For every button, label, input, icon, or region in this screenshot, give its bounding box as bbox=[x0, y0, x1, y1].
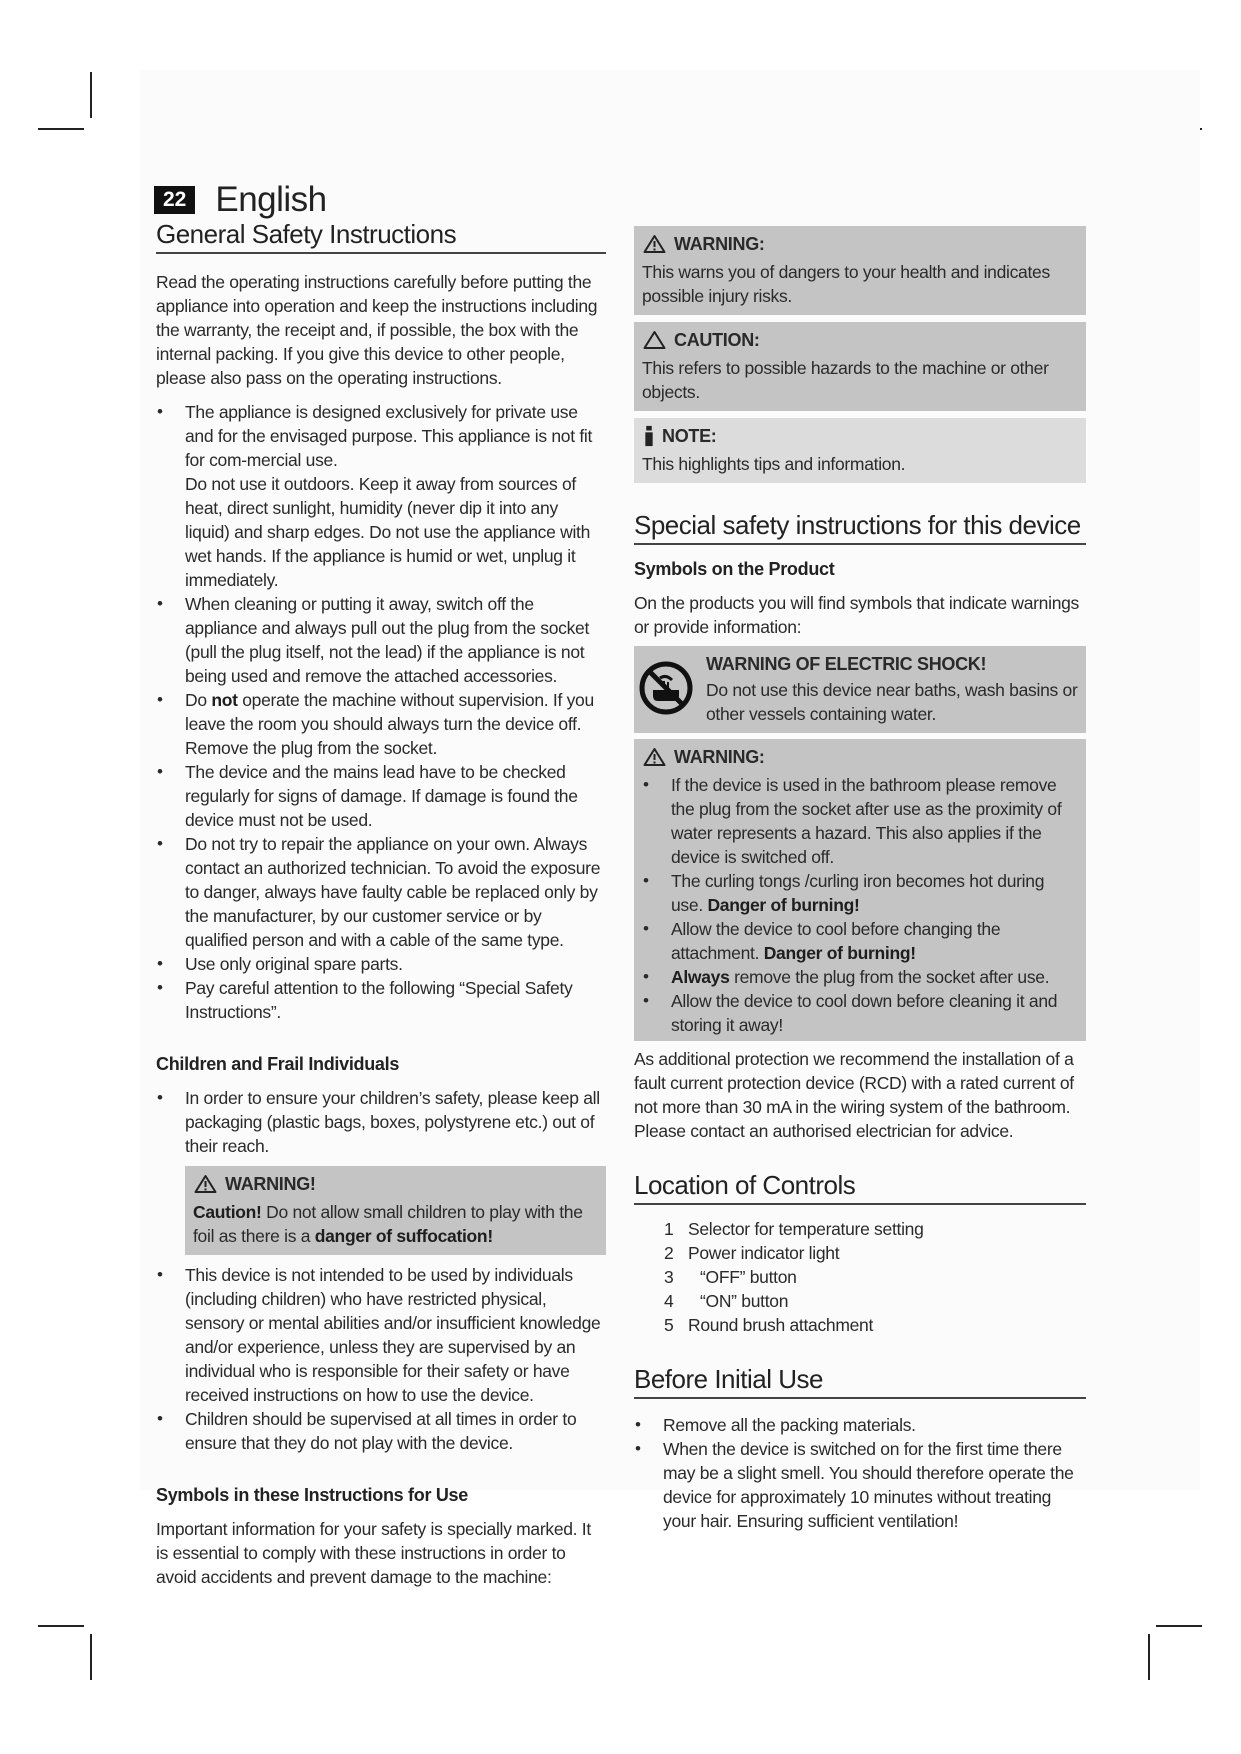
list-item bbox=[156, 400, 606, 592]
page-header bbox=[154, 180, 327, 220]
control-item: 4 “ON” button bbox=[664, 1291, 789, 1311]
warning-title-text: WARNING: bbox=[674, 747, 765, 767]
crop-mark bbox=[90, 72, 92, 118]
list-item: • Do not operate the machine without supervision. If you leave the room you should always turn the device off. Remove the plug from the socket. bbox=[156, 688, 606, 760]
list-item: • If the device is used in the bathroom please remove the plug from the socket after use as the proximity of water represents a hazard. This also applies if the device is switched off. bbox=[642, 773, 1078, 869]
electric-shock-text: Do not use this device near baths, wash basins or other vessels containing water. bbox=[706, 680, 1078, 724]
children-list bbox=[156, 1086, 606, 1158]
left-column bbox=[156, 219, 606, 1589]
note-definition-text: This highlights tips and information. bbox=[642, 454, 906, 474]
heading-symbols-instructions: Symbols in these Instructions for Use bbox=[156, 1485, 468, 1505]
control-item: 3 “OFF” button bbox=[664, 1267, 797, 1287]
bullet-text: Do not use it outdoors. Keep it away from sources of heat, direct sunlight, humidity (never dip it into any liquid) and sharp edges. Do not use the appliance with wet hands. If the appliance is humid or wet, unplug it immediately. bbox=[185, 474, 591, 590]
symbols-paragraph: Important information for your safety is specially marked. It is essential to comply with these instructions in order to avoid accidents and prevent damage to the machine: bbox=[156, 1519, 591, 1587]
list-item: • When cleaning or putting it away, switch off the appliance and always pull out the plug from the socket (pull the plug itself, not the lead) if the appliance is not being used and remove the attached accessories. bbox=[156, 592, 606, 688]
rcd-paragraph: As additional protection we recommend the installation of a fault current protection device (RCD) with a rated current of not more than 30 mA in the wiring system of the bathroom. Please contact an authorised electrician for advice. bbox=[634, 1049, 1074, 1141]
list-item: • The device and the mains lead have to be checked regularly for signs of damage. If damage is found the device must not be used. bbox=[156, 760, 606, 832]
electric-shock-title: WARNING OF ELECTRIC SHOCK! bbox=[706, 654, 987, 674]
crop-mark bbox=[1148, 1634, 1150, 1680]
crop-mark bbox=[38, 1625, 84, 1627]
list-item: • Remove all the packing materials. bbox=[634, 1413, 1086, 1437]
list-item: • In order to ensure your children’s safety, please keep all packaging (plastic bags, boxes, polystyrene etc.) out of their reach. bbox=[156, 1086, 606, 1158]
list-item: • Allow the device to cool down before cleaning it and storing it away! bbox=[642, 989, 1078, 1037]
section-title-special-safety: Special safety instructions for this device bbox=[634, 513, 1086, 545]
control-item: 1 Selector for temperature setting bbox=[664, 1219, 924, 1239]
section-title-before-use: Before Initial Use bbox=[634, 1367, 1086, 1399]
warning-bathroom-list bbox=[642, 773, 1078, 1037]
electric-shock-box bbox=[634, 646, 1086, 733]
note-definition-box bbox=[634, 418, 1086, 483]
right-column bbox=[634, 226, 1086, 1533]
children-list-2 bbox=[156, 1263, 606, 1455]
warning-triangle-icon bbox=[642, 747, 667, 767]
before-use-list bbox=[634, 1413, 1086, 1533]
warning-title-text: WARNING: bbox=[674, 234, 765, 254]
caution-definition-box bbox=[634, 322, 1086, 411]
crop-mark bbox=[90, 1634, 92, 1680]
crop-mark bbox=[38, 128, 84, 130]
bullet-text: The appliance is designed exclusively for private use and for the envisaged purpose. This appliance is not fit for com-mercial use. bbox=[185, 402, 593, 470]
language-title: English bbox=[215, 180, 327, 219]
list-item: • The curling tongs /curling iron becomes hot during use. Danger of burning! bbox=[642, 869, 1078, 917]
list-item: • Always remove the plug from the socket after use. bbox=[642, 965, 1078, 989]
caution-definition-text: This refers to possible hazards to the machine or other objects. bbox=[642, 358, 1049, 402]
note-definition-title bbox=[642, 424, 1078, 448]
list-item: • Pay careful attention to the following “Special Safety Instructions”. bbox=[156, 976, 606, 1024]
heading-children: Children and Frail Individuals bbox=[156, 1054, 400, 1074]
controls-list bbox=[634, 1217, 1086, 1337]
info-icon bbox=[642, 425, 656, 447]
warning-triangle-icon bbox=[642, 234, 667, 254]
warning-body: Caution! Do not allow small children to play with the foil as there is a danger of suffocation! bbox=[193, 1202, 583, 1246]
list-item: • This device is not intended to be used by individuals (including children) who have restricted physical, sensory or mental abilities and/or insufficient knowledge and/or experience, unless they are supervised by an individual who is responsible for their safety or have received instructions on how to use the device. bbox=[156, 1263, 606, 1407]
warning-bathroom-title bbox=[642, 745, 1078, 769]
list-item: • Use only original spare parts. bbox=[156, 952, 606, 976]
warning-box-title bbox=[193, 1172, 598, 1196]
note-title-text: NOTE: bbox=[662, 426, 717, 446]
page-number: 22 bbox=[154, 186, 195, 214]
crop-mark bbox=[1156, 1625, 1202, 1627]
list-item: • Do not try to repair the appliance on your own. Always contact an authorized technician. To avoid the exposure to danger, always have faulty cable be replaced only by the manufacturer, by our customer service or by qualified person and with a cable of the same type. bbox=[156, 832, 606, 952]
list-item: • Allow the device to cool before changing the attachment. Danger of burning! bbox=[642, 917, 1078, 965]
symbols-product-paragraph: On the products you will find symbols that indicate warnings or provide information: bbox=[634, 593, 1080, 637]
warning-title-text: WARNING! bbox=[225, 1174, 316, 1194]
warning-bathroom-box bbox=[634, 739, 1086, 1041]
intro-paragraph: Read the operating instructions carefully before putting the appliance into operation and keep the instructions including the warranty, the receipt and, if possible, the box with the internal packing. If you give this device to other people, please also pass on the operating instructions. bbox=[156, 272, 598, 388]
warning-definition-text: This warns you of dangers to your health and indicates possible injury risks. bbox=[642, 262, 1050, 306]
list-item: • When the device is switched on for the first time there may be a slight smell. You should therefore operate the device for approximately 10 minutes without treating your hair. Ensuring sufficient ventilation! bbox=[634, 1437, 1086, 1533]
warning-triangle-icon bbox=[193, 1174, 218, 1194]
caution-definition-title bbox=[642, 328, 1078, 352]
caution-triangle-icon bbox=[642, 330, 667, 350]
section-title-controls: Location of Controls bbox=[634, 1173, 1086, 1205]
caution-title-text: CAUTION: bbox=[674, 330, 760, 350]
control-item: 2 Power indicator light bbox=[664, 1243, 840, 1263]
warning-suffocation-box bbox=[185, 1166, 606, 1255]
warning-definition-box bbox=[634, 226, 1086, 315]
warning-definition-title bbox=[642, 232, 1078, 256]
electric-shock-content bbox=[706, 652, 1078, 726]
heading-symbols-product: Symbols on the Product bbox=[634, 559, 835, 579]
section-title-general-safety: General Safety Instructions bbox=[156, 222, 606, 254]
safety-list bbox=[156, 400, 606, 1024]
no-water-bath-icon bbox=[638, 660, 694, 716]
control-item: 5 Round brush attachment bbox=[664, 1315, 874, 1335]
list-item: • Children should be supervised at all times in order to ensure that they do not play with the device. bbox=[156, 1407, 606, 1455]
